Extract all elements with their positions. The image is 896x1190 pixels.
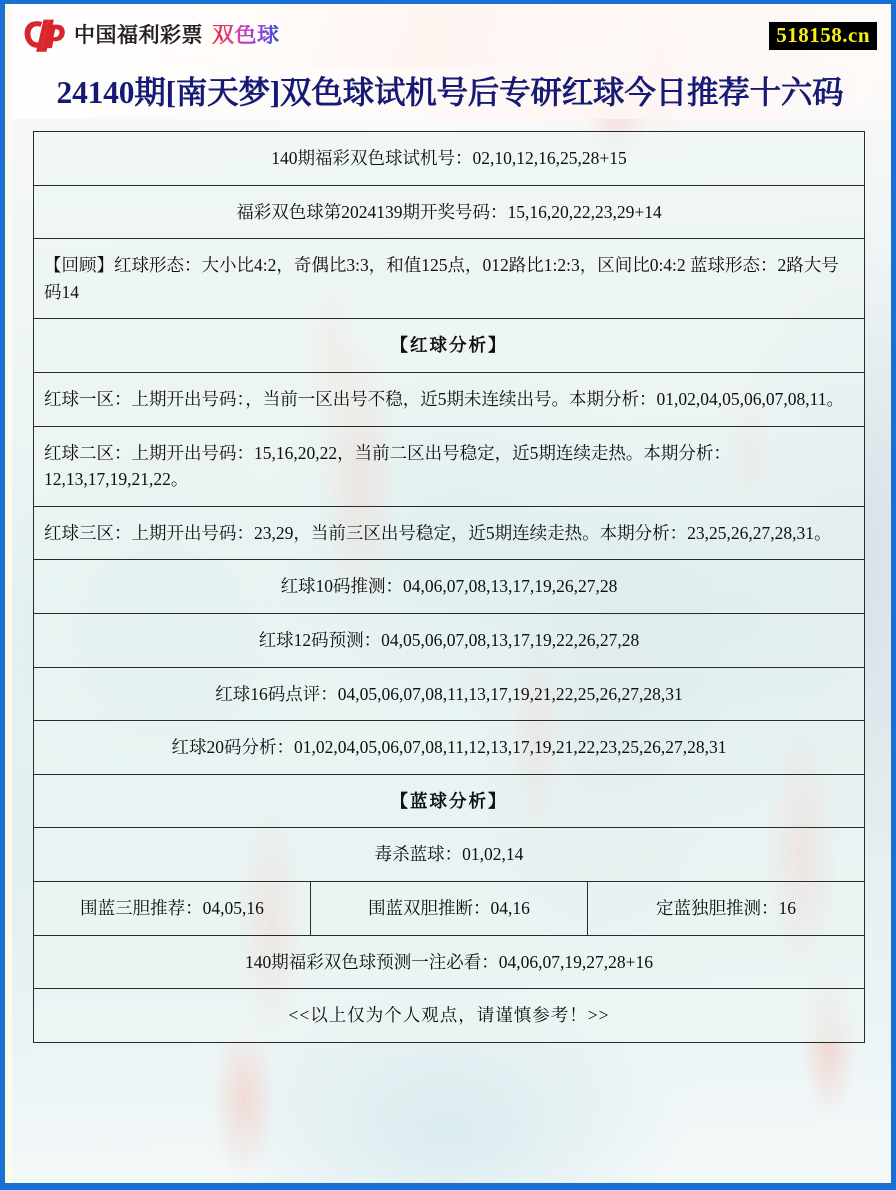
table-row [34,319,865,373]
blue-two-picks-cell: 围蓝双胆推断：04,16 [311,881,588,935]
blue-three-picks-cell: 围蓝三胆推荐：04,05,16 [34,881,311,935]
site-badge[interactable] [769,22,877,50]
table-row [34,506,865,560]
table-row [34,828,865,882]
table-row [34,667,865,721]
page-title: 24140期[南天梦]双色球试机号后专研红球今日推荐十六码 [5,67,891,119]
cwl-emblem-icon [21,18,65,54]
last-draw-cell: 福彩双色球第2024139期开奖号码：15,16,20,22,23,29+14 [34,185,865,239]
review-cell: 【回顾】红球形态：大小比4:2，奇偶比3:3，和值125点，012路比1:2:3，区间比0:4:2 蓝球形态：2路大号码14 [34,239,865,319]
red-12-codes-cell: 红球12码预测：04,05,06,07,08,13,17,19,22,26,27,28 [34,613,865,667]
brand-name: 中国福利彩票 [74,23,203,47]
final-pick-cell: 140期福彩双色球预测一注必看：04,06,07,19,27,28+16 [34,935,865,989]
red-10-codes-cell: 红球10码推测：04,06,07,08,13,17,19,26,27,28 [34,560,865,614]
table-row [34,132,865,186]
table-row [34,426,865,506]
table-row [34,613,865,667]
red-zone-2-cell: 红球二区：上期开出号码：15,16,20,22，当前二区出号稳定，近5期连续走热。本期分析：12,13,17,19,21,22。 [34,426,865,506]
table-row [34,185,865,239]
table-row [34,239,865,319]
table-row [34,560,865,614]
blue-single-pick-cell: 定蓝独胆推测：16 [588,881,865,935]
red-20-codes-cell: 红球20码分析：01,02,04,05,06,07,08,11,12,13,17,19,21,22,23,25,26,27,28,31 [34,721,865,775]
masthead [5,4,891,67]
table-row [34,721,865,775]
red-zone-1-cell: 红球一区：上期开出号码：，当前一区出号不稳，近5期未连续出号。本期分析：01,02,04,05,06,07,08,11。 [34,372,865,426]
table-row [34,935,865,989]
prediction-table [33,131,865,1043]
brand-product-name: 双色球 [212,22,280,48]
red-zone-3-cell: 红球三区：上期开出号码：23,29，当前三区出号稳定，近5期连续走热。本期分析：23,25,26,27,28,31。 [34,506,865,560]
site-badge-text: 518158.cn [776,22,870,47]
content-table-wrapper [5,119,891,1043]
table-row [34,372,865,426]
disclaimer-cell: <<以上仅为个人观点，请谨慎参考！>> [34,989,865,1043]
test-number-cell: 140期福彩双色球试机号：02,10,12,16,25,28+15 [34,132,865,186]
blue-ball-section-header: 【蓝球分析】 [34,774,865,828]
blue-kill-cell: 毒杀蓝球：01,02,14 [34,828,865,882]
brand-lockup [21,18,280,54]
table-row [34,881,865,935]
table-row [34,774,865,828]
red-ball-section-header: 【红球分析】 [34,319,865,373]
table-row [34,989,865,1043]
red-16-codes-cell: 红球16码点评：04,05,06,07,08,11,13,17,19,21,22,25,26,27,28,31 [34,667,865,721]
